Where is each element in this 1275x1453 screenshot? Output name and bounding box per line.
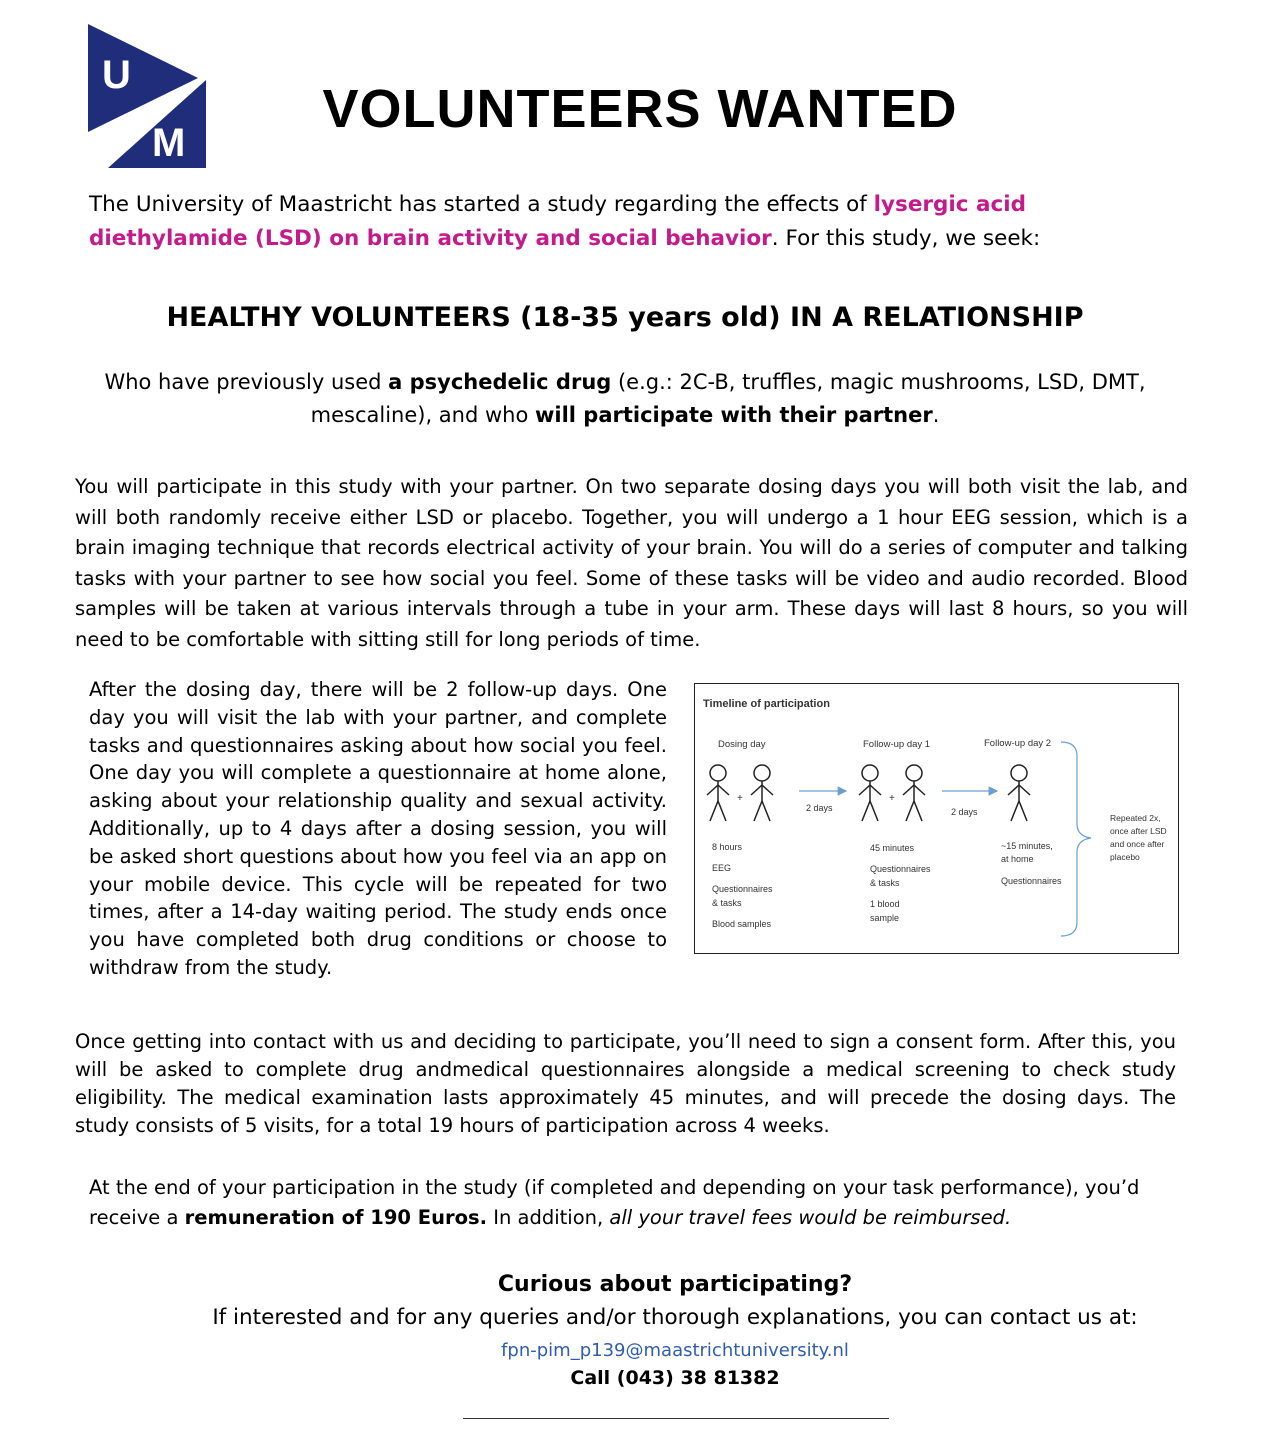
contact-phone: Call (043) 38 81382: [570, 1367, 780, 1389]
repeat-note: once after LSD: [1110, 826, 1167, 836]
repeat-note: placebo: [1110, 852, 1140, 862]
intro-text-start: The University of Maastricht has started a study regarding the effects of: [89, 192, 874, 217]
follow-up-paragraph: After the dosing day, there will be 2 follow-up days. One day you will visit the lab with your partner, and complete tasks and questionnaires asking about how social you feel. One day you will complete a questionnaire at home alone, asking about your relationship quality and sexual activity. Additionally, up to 4 days after a dosing session, you will be asked short questions about how you feel via an app on your mobile device. This cycle will be repeated for two times, after a 14-day waiting period. The study ends once you have completed both drug conditions or choose to withdraw from the study.: [89, 678, 667, 979]
stage-followup2-label: Follow-up day 2: [984, 738, 1052, 749]
repeat-note: Repeated 2x,: [1110, 813, 1161, 823]
remuneration-amount: remuneration of 190 Euros.: [184, 1206, 488, 1229]
stage-dosing-label: Dosing day: [718, 739, 766, 750]
volunteer-headline: HEALTHY VOLUNTEERS (18-35 years old) IN A RELATIONSHIP: [166, 302, 1084, 333]
study-description-paragraph: You will participate in this study with your partner. On two separate dosing days you will both visit the lab, and will both randomly receive either LSD or placebo. Together, you will undergo a 1 hour EEG session, which is a brain imaging technique that records electrical activity of your brain. You will do a series of computer and talking tasks with your partner to see how social you feel. Some of these tasks will be video and audio recorded. Blood samples will be taken at various intervals through a tube in your arm. These days will last 8 hours, so you will need to be comfortable with sitting still for long periods of time.: [75, 475, 1188, 651]
gap-label: 2 days: [951, 807, 978, 817]
plus-sign: +: [737, 793, 743, 804]
stage1-detail: Questionnaires: [712, 884, 773, 894]
remuneration-paragraph: [89, 1173, 1189, 1233]
repeat-brace: [1061, 742, 1091, 936]
footer-divider: [463, 1418, 889, 1419]
intro-highlight: lysergic acid diethylamide (LSD) on brain activity and social behavior: [89, 192, 1027, 251]
travel-fees-note: all your travel fees would be reimbursed.: [609, 1206, 1012, 1229]
stage2-detail: & tasks: [870, 878, 900, 888]
eligibility-statement: [80, 366, 1170, 432]
repeat-note: and once after: [1110, 839, 1165, 849]
stage1-detail: Blood samples: [712, 919, 772, 929]
timeline-title: Timeline of participation: [703, 698, 830, 710]
stage1-detail: 8 hours: [712, 842, 743, 852]
university-logo: [86, 22, 212, 170]
stage2-detail: sample: [870, 913, 900, 923]
logo-letter-u: U: [102, 53, 131, 97]
stage2-detail: 45 minutes: [870, 843, 915, 853]
page-title: VOLUNTEERS WANTED: [322, 79, 958, 139]
contact-heading: Curious about participating?: [497, 1272, 853, 1297]
person-icon: [1008, 765, 1030, 821]
plus-sign: +: [889, 793, 895, 804]
stage2-detail: 1 blood: [870, 899, 900, 909]
who-text-1: Who have previously used: [104, 370, 389, 394]
remuneration-text-1: At the end of your participation in the study (if completed and depending on your task performance), you’d receive a: [89, 1176, 1140, 1229]
who-bold-drug: a psychedelic drug: [388, 370, 612, 394]
person-icon: [859, 765, 881, 821]
timeline-figure: [694, 683, 1179, 954]
who-bold-partner: will participate with their partner: [535, 403, 933, 427]
consent-paragraph: Once getting into contact with us and deciding to participate, you’ll need to sign a consent form. After this, you will be asked to complete drug andmedical questionnaires alongside a medical screening to check study eligibility. The medical examination lasts approximately 45 minutes, and will precede the dosing days. The study consists of 5 visits, for a total 19 hours of participation across 4 weeks.: [75, 1030, 1176, 1137]
stage3-detail: at home: [1001, 854, 1034, 864]
stage3-detail: Questionnaires: [1001, 876, 1062, 886]
who-text-2: (e.g.: 2C-B, truffles, magic mushrooms, LSD, DMT, mescaline), and who: [310, 370, 1146, 427]
who-text-3: .: [932, 403, 940, 427]
stage3-detail: ~15 minutes,: [1001, 841, 1053, 851]
intro-paragraph: [89, 188, 1189, 256]
remuneration-text-2: In addition,: [487, 1206, 610, 1229]
stage1-detail: EEG: [712, 863, 732, 873]
stage-followup1-label: Follow-up day 1: [863, 739, 931, 750]
contact-instructions: If interested and for any queries and/or thorough explanations, you can contact us at:: [212, 1305, 1138, 1330]
person-icon: [903, 765, 925, 821]
intro-text-end: . For this study, we seek:: [771, 226, 1041, 251]
contact-email-link[interactable]: fpn-pim_p139@maastrichtuniversity.nl: [501, 1340, 849, 1361]
person-icon: [707, 765, 729, 821]
logo-letter-m: M: [152, 121, 186, 165]
person-icon: [751, 765, 773, 821]
stage1-detail: & tasks: [712, 898, 742, 908]
stage2-detail: Questionnaires: [870, 864, 931, 874]
gap-label: 2 days: [806, 803, 833, 813]
